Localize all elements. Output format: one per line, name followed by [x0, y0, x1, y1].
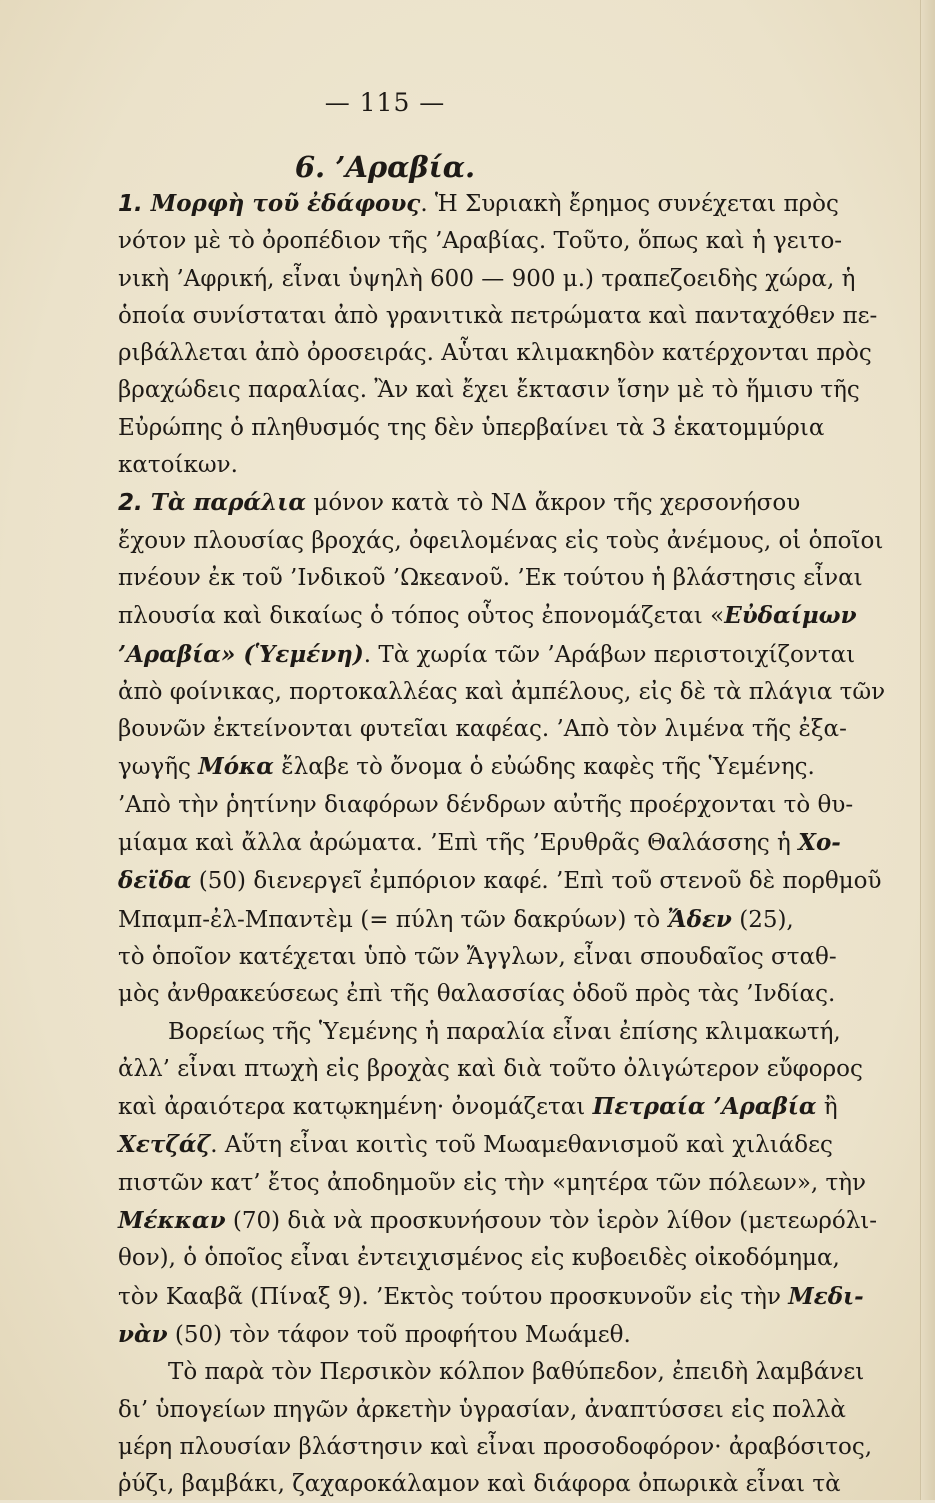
emphasized-text: Τὰ παράλια	[150, 489, 307, 517]
text-line	[118, 1165, 867, 1202]
text-line	[118, 1429, 873, 1466]
text-segment: ριβάλλεται ἀπὸ ὀροσειράς. Αὗται κλιμακηδὸν κατέρχονται πρὸς	[118, 340, 872, 367]
text-line	[118, 298, 878, 335]
emphasized-text: Χο-	[798, 829, 841, 857]
text-segment: γωγῆς	[118, 754, 199, 781]
text-line	[118, 901, 794, 939]
text-segment: κατοίκων.	[118, 452, 238, 479]
emphasized-text: Μέκκαν	[118, 1207, 226, 1235]
text-line	[118, 447, 753, 484]
emphasized-text: Ἄδεν	[667, 905, 732, 933]
section-title: 6. ’Αραβία.	[294, 150, 476, 184]
text-segment: πιστῶν κατ’ ἔτος ἀποδημοῦν εἰς τὴν «μητέρα τῶν πόλεων», τὴν	[118, 1169, 867, 1196]
text-segment: ῥύζι, βαμβάκι, ζαχαροκάλαμον καὶ διάφορα ὀπωρικὰ εἶναι τὰ	[118, 1471, 841, 1498]
text-segment: βουνῶν ἐκτείνονται φυτεῖαι καφέας. ’Απὸ τὸν λιμένα τῆς ἐξα-	[118, 716, 847, 743]
text-segment: . Αὕτη εἶναι κοιτὶς τοῦ Μωαμεθανισμοῦ καὶ χιλιάδες	[210, 1132, 833, 1159]
text-segment: ἔλαβε τὸ ὄνομα ὁ εὐώδης καφὲς τῆς Ὑεμένης.	[273, 754, 815, 781]
text-segment: μὸς ἀνθρακεύσεως ἐπὶ τῆς θαλασσίας ὁδοῦ πρὸς τὰς ’Ινδίας.	[118, 981, 836, 1008]
text-line	[118, 410, 825, 447]
text-line	[118, 1014, 841, 1051]
text-segment: βραχώδεις παραλίας. Ἂν καὶ ἔχει ἔκτασιν ἴσην μὲ τὸ ἥμισυ τῆς	[118, 377, 860, 404]
text-segment: θον), ὁ ὁποῖος εἶναι ἐντειχισμένος εἰς κυβοειδὲς οἰκοδόμημα,	[118, 1245, 840, 1272]
text-segment: μέρη πλουσίαν βλάστησιν καὶ εἶναι προσοδοφόρον· ἀραβόσιτος,	[118, 1433, 873, 1460]
text-segment: καὶ ἀραιότερα κατῳκημένη· ὀνομάζεται	[118, 1094, 593, 1121]
text-segment: ἀπὸ φοίνικας, πορτοκαλλέας καὶ ἀμπέλους, εἰς δὲ τὰ πλάγια τῶν	[118, 678, 886, 705]
emphasized-text: Εὐδαίμων	[724, 602, 857, 630]
text-segment: δι’ ὑπογείων πηγῶν ἀρκετὴν ὑγρασίαν, ἀναπτύσσει εἰς πολλὰ	[118, 1396, 846, 1423]
text-line	[118, 636, 856, 674]
text-segment: νικὴ ’Αφρική, εἶναι ὑψηλὴ 600 — 900 μ.) τραπεζοειδὴς χώρα, ἡ	[118, 265, 856, 292]
emphasized-text: Μόκα	[198, 753, 274, 781]
emphasized-text: νὰν	[118, 1320, 168, 1348]
text-line	[118, 1278, 864, 1316]
text-line	[118, 261, 856, 298]
text-line	[118, 484, 801, 522]
text-segment: (50) τὸν τάφον τοῦ προφήτου Μωάμεθ.	[167, 1321, 631, 1348]
text-segment: ἢ	[816, 1094, 838, 1121]
text-line	[118, 1202, 878, 1240]
emphasized-text: Πετραία ’Αραβία	[592, 1093, 817, 1121]
text-segment: νότον μὲ τὸ ὀροπέδιον τῆς ’Αραβίας. Τοῦτο, ὅπως καὶ ἡ γειτο-	[118, 228, 843, 255]
emphasized-text: 2.	[118, 490, 151, 517]
body-text	[118, 185, 886, 1503]
text-line	[118, 862, 882, 900]
text-line	[118, 372, 860, 409]
emphasized-text: Μορφὴ τοῦ ἐδάφους	[150, 190, 421, 217]
text-segment: μίαμα καὶ ἄλλα ἀρώματα. ’Επὶ τῆς ’Ερυθρᾶς Θαλάσσης ἡ	[118, 830, 799, 857]
text-segment: (50) διενεργεῖ ἐμπόριον καφέ. ’Επὶ τοῦ στενοῦ δὲ πορθμοῦ	[191, 868, 882, 895]
text-segment: Εὐρώπης ὁ πληθυσμός της δὲν ὑπερβαίνει τὰ 3 ἑκατομμύρια	[118, 414, 825, 441]
text-line	[118, 185, 839, 223]
emphasized-text: Μεδι-	[788, 1282, 864, 1310]
text-segment: μόνον κατὰ τὸ ΝΔ ἄκρον τῆς χερσονήσου	[306, 490, 801, 517]
emphasized-text: ’Αραβία» (Ὑεμένη)	[118, 640, 364, 668]
text-line	[118, 824, 841, 862]
text-line	[118, 1051, 863, 1088]
text-segment: (25),	[731, 906, 794, 933]
text-line	[118, 939, 837, 976]
emphasized-text: Χετζάζ	[118, 1131, 211, 1159]
text-segment: . Ἡ Συριακὴ ἔρημος συνέχεται πρὸς	[420, 191, 839, 217]
text-segment: . Τὰ χωρία τῶν ’Αράβων περιστοιχίζονται	[363, 641, 856, 668]
text-line	[118, 560, 863, 597]
text-line	[118, 1240, 840, 1277]
text-segment: ἀλλ’ εἶναι πτωχὴ εἰς βροχὰς καὶ διὰ τοῦτο ὀλιγώτερον εὔφορος	[118, 1055, 863, 1082]
text-segment: Μπαμπ-ἐλ-Μπαντὲμ (= πύλη τῶν δακρύων) τὸ	[118, 906, 668, 933]
text-line	[118, 748, 815, 786]
text-segment: ἔχουν πλουσίας βροχάς, ὀφειλομένας εἰς τοὺς ἀνέμους, οἱ ὁποῖοι	[118, 527, 884, 554]
text-segment: τὸν Κααβᾶ (Πίναξ 9). ’Εκτὸς τούτου προσκυνοῦν εἰς τὴν	[118, 1283, 789, 1310]
text-segment: Τὸ παρὰ τὸν Περσικὸν κόλπον βαθύπεδον, ἐπειδὴ λαμβάνει	[168, 1359, 865, 1386]
text-segment: Βορείως τῆς Ὑεμένης ἡ παραλία εἶναι ἐπίσης κλιμακωτή,	[168, 1018, 841, 1045]
text-segment: πλουσία καὶ δικαίως ὁ τόπος οὗτος ἐπονομάζεται «	[118, 603, 725, 630]
text-segment: (70) διὰ νὰ προσκυνήσουν τὸν ἱερὸν λίθον (μετεωρόλι-	[225, 1208, 878, 1235]
text-line	[118, 1392, 846, 1429]
text-line	[118, 223, 843, 260]
page-edge	[920, 0, 935, 1500]
text-segment: πνέουν ἐκ τοῦ ’Ινδικοῦ ’Ωκεανοῦ. ’Εκ τούτου ἡ βλάστησις εἶναι	[118, 564, 863, 591]
text-line	[118, 1126, 833, 1164]
text-line	[118, 1354, 865, 1391]
text-line	[118, 335, 872, 372]
text-line	[118, 1316, 753, 1354]
text-line	[118, 597, 857, 635]
text-line	[118, 711, 847, 748]
emphasized-text: δεϊδα	[118, 867, 192, 895]
text-line	[118, 1466, 841, 1503]
text-line	[118, 1088, 838, 1126]
text-segment: ’Απὸ τὴν ῥητίνην διαφόρων δένδρων αὐτῆς προέρχονται τὸ θυ-	[118, 791, 854, 818]
text-line	[118, 523, 884, 560]
text-segment: ὁποία συνίσταται ἀπὸ γρανιτικὰ πετρώματα καὶ πανταχόθεν πε-	[118, 302, 878, 329]
page-number: — 115 —	[324, 88, 446, 117]
text-line	[118, 976, 836, 1013]
emphasized-text: 1.	[118, 191, 151, 217]
text-line	[118, 674, 886, 711]
text-segment: τὸ ὁποῖον κατέχεται ὑπὸ τῶν Ἄγγλων, εἶναι σπουδαῖος σταθ-	[118, 943, 837, 970]
text-line	[118, 787, 854, 824]
